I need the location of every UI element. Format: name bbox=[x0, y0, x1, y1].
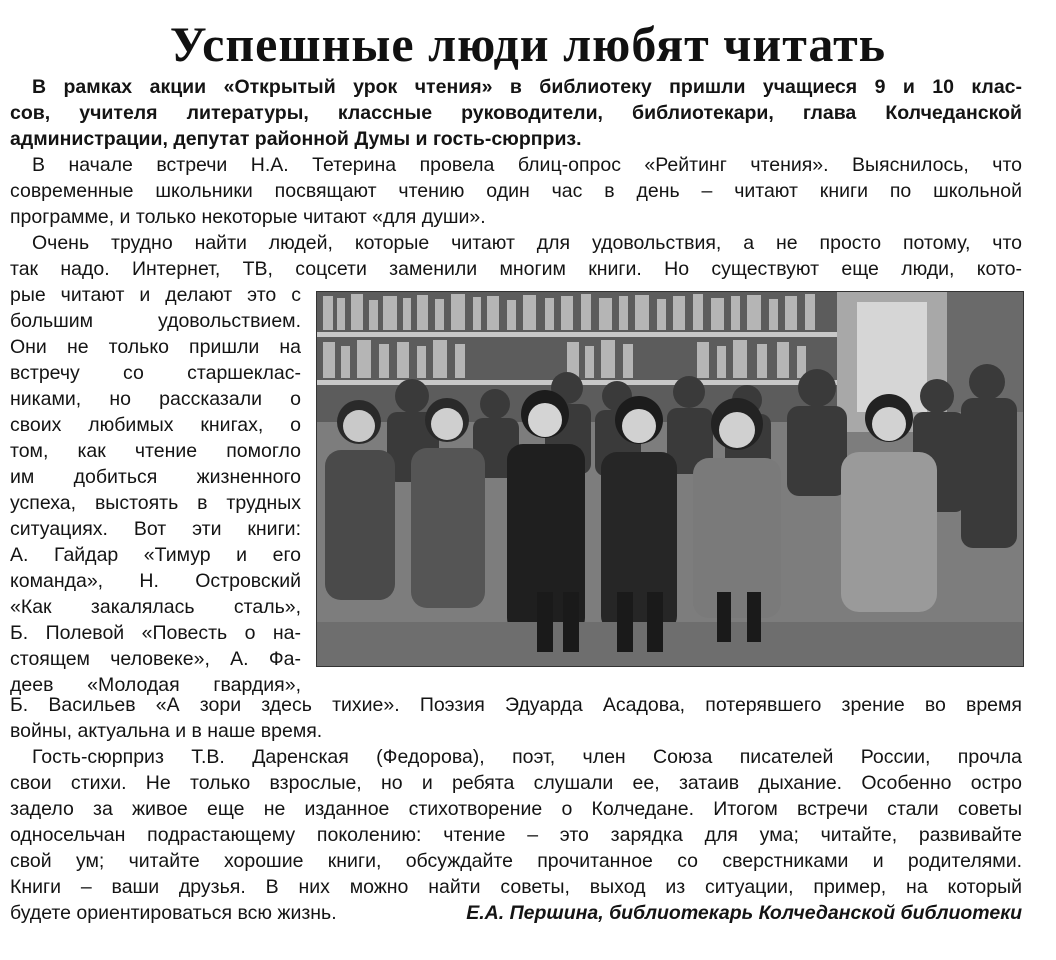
article-line: администрации, депутат районной Думы и гость-сюрприз. bbox=[10, 128, 582, 150]
article-line: команда», Н. Островский bbox=[10, 570, 301, 592]
article-line: свои стихи. Не только взрослые, но и ребята слушали ее, затаив дыхание. Особенно остро bbox=[10, 772, 1022, 794]
article-line: ситуациях. Вот эти книги: bbox=[10, 518, 301, 540]
article-line: Они не только пришли на bbox=[10, 336, 301, 358]
article-line: рые читают и делают это с bbox=[10, 284, 301, 306]
article-line: будете ориентироваться всю жизнь. bbox=[10, 902, 337, 924]
article-line: им добиться жизненного bbox=[10, 466, 301, 488]
article-line: программе, и только некоторые читают «для души». bbox=[10, 206, 486, 228]
article-line: деев «Молодая гвардия», bbox=[10, 674, 301, 696]
group-photo-illustration bbox=[317, 292, 1023, 666]
article-line: задело за живое еще не изданное стихотворение о Колчедане. Итогом встречи стали советы bbox=[10, 798, 1022, 820]
article-line: встречу со старшеклас- bbox=[10, 362, 301, 384]
article-line: современные школьники посвящают чтению один час в день – читают книги по школьной bbox=[10, 180, 1022, 202]
article-line: сов, учителя литературы, классные руководители, библиотекари, глава Колчеданской bbox=[10, 102, 1022, 124]
article-line: В начале встречи Н.А. Тетерина провела блиц-опрос «Рейтинг чтения». Выяснилось, что bbox=[32, 154, 1022, 176]
article-line: Гость-сюрприз Т.В. Даренская (Федорова), поэт, член Союза писателей России, прочла bbox=[32, 746, 1022, 768]
article-line: своих любимых книгах, о bbox=[10, 414, 301, 436]
article-line: «Как закалялась сталь», bbox=[10, 596, 301, 618]
article-line: односельчан подрастающему поколению: чтение – это зарядка для ума; читайте, развивайте bbox=[10, 824, 1022, 846]
article-line: Б. Полевой «Повесть о на- bbox=[10, 622, 301, 644]
article-line: Книги – ваши друзья. В них можно найти советы, выход из ситуации, пример, на который bbox=[10, 876, 1022, 898]
article-line: В рамках акции «Открытый урок чтения» в библиотеку пришли учащиеся 9 и 10 клас- bbox=[32, 76, 1022, 98]
article-line: А. Гайдар «Тимур и его bbox=[10, 544, 301, 566]
group-photo bbox=[316, 291, 1024, 667]
article-line: Б. Васильев «А зори здесь тихие». Поэзия Эдуарда Асадова, потерявшего зрение во время bbox=[10, 694, 1022, 716]
article-line: Очень трудно найти людей, которые читают для удовольствия, а не просто потому, что bbox=[32, 232, 1022, 254]
article-line: так надо. Интернет, ТВ, соцсети заменили многим книги. Но существуют еще люди, кото- bbox=[10, 258, 1022, 280]
article-line: свой ум; читайте хорошие книги, обсуждайте прочитанное со сверстниками и родителями. bbox=[10, 850, 1022, 872]
article-line: никами, но рассказали о bbox=[10, 388, 301, 410]
article-line: войны, актуальна и в наше время. bbox=[10, 720, 323, 742]
article-signature: Е.А. Першина, библиотекарь Колчеданской библиотеки bbox=[466, 902, 1022, 924]
article-line: успеха, выстоять в трудных bbox=[10, 492, 301, 514]
article-line: стоящем человеке», А. Фа- bbox=[10, 648, 301, 670]
article-headline: Успешные люди любят читать bbox=[169, 16, 887, 72]
article-line: том, как чтение помогло bbox=[10, 440, 301, 462]
article-line: большим удовольствием. bbox=[10, 310, 301, 332]
